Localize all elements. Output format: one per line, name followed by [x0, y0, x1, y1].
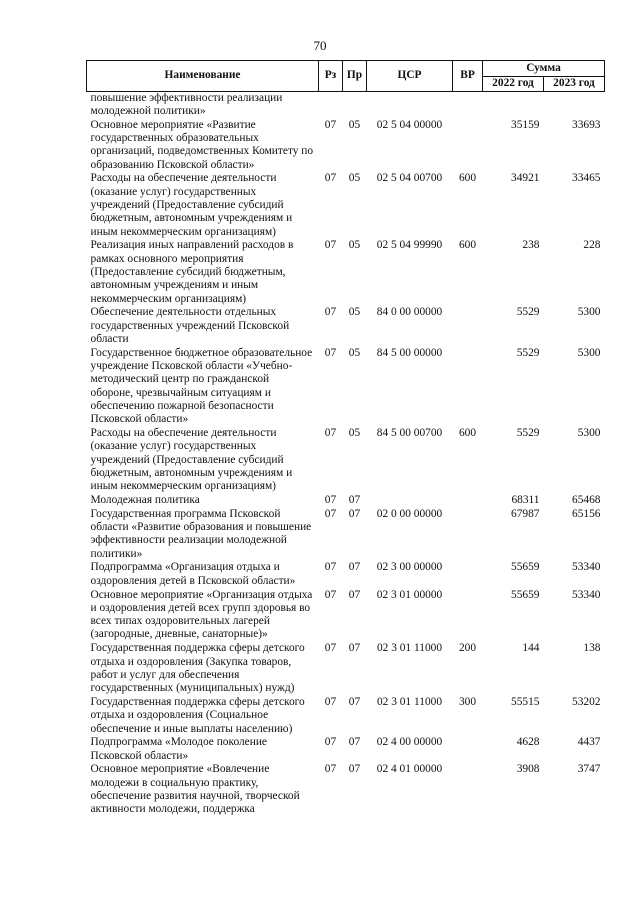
row-pr: 05 [348, 427, 361, 440]
row-name: Подпрограмма «Организация отдыха и оздоровления детей в Псковской области» [90, 561, 296, 587]
row-vr: 200 [458, 642, 477, 655]
row-name: Молодежная политика [90, 494, 200, 506]
row-name: Основное мероприятие «Вовлечение молодежи в социальную практику, обеспечение развития научной, творческой активности молодежи, поддержка [90, 763, 300, 816]
row-sum-2023: 3747 [577, 763, 601, 776]
row-sum-2022 [483, 91, 544, 119]
row-name: Основное мероприятие «Организация отдыха и оздоровления детей всех групп здоровья во всех типах оздоровительных лагерей (загородные, дневные, санаторные)» [90, 588, 313, 641]
row-csr: 02 5 04 00000 [376, 118, 443, 131]
table-row [87, 239, 605, 306]
row-rz: 07 [324, 306, 337, 319]
row-name: Государственная поддержка сферы детского отдыха и оздоровления (Закупка товаров, работ и услуг для обеспечения государственных (муниципальных) нужд) [90, 642, 305, 695]
row-vr [453, 91, 483, 119]
row-vr [453, 306, 483, 346]
row-rz: 07 [324, 561, 337, 574]
row-name: Государственная поддержка сферы детского отдыха и оздоровления (Социальное обеспечение и иные выплаты населению) [90, 695, 305, 735]
row-rz: 07 [324, 494, 337, 506]
table-row [87, 91, 605, 119]
row-csr: 84 5 00 00700 [376, 427, 443, 440]
row-sum-2022: 68311 [511, 494, 540, 506]
row-vr: 300 [458, 695, 477, 708]
row-csr: 02 5 04 00700 [376, 172, 443, 185]
row-sum-2023: 5300 [577, 427, 601, 440]
row-sum-2022: 5529 [516, 306, 540, 319]
row-sum-2023: 228 [583, 239, 601, 252]
row-name: Подпрограмма «Молодое поколение Псковской области» [90, 736, 267, 762]
budget-table [86, 60, 605, 817]
row-sum-2022: 55515 [511, 695, 540, 708]
page-number: 70 [313, 38, 327, 53]
row-csr: 02 3 01 11000 [376, 695, 443, 708]
row-vr [453, 589, 483, 643]
row-rz [319, 91, 343, 119]
header-vr: ВР [453, 61, 483, 92]
table-body [87, 91, 605, 817]
row-sum-2023 [544, 91, 605, 119]
row-name: Расходы на обеспечение деятельности (оказание услуг) государственных учреждений (Предоставление субсидий бюджетным, автономным учреждениям и иным некоммерческим организациям) [90, 427, 293, 493]
row-rz: 07 [324, 763, 337, 776]
row-sum-2023: 53340 [572, 588, 601, 601]
row-rz: 07 [324, 118, 337, 131]
row-csr: 02 3 01 11000 [376, 642, 443, 655]
row-rz: 07 [324, 427, 337, 440]
table-row [87, 119, 605, 173]
row-pr: 07 [348, 561, 361, 574]
table-row [87, 427, 605, 494]
row-vr [453, 347, 483, 427]
row-pr: 05 [348, 346, 361, 359]
row-sum-2022: 4628 [516, 736, 540, 749]
row-sum-2023: 138 [583, 642, 601, 655]
row-sum-2022: 238 [522, 239, 540, 252]
row-rz: 07 [324, 172, 337, 185]
row-pr: 07 [348, 763, 361, 776]
table-row [87, 763, 605, 817]
table-header [87, 61, 605, 92]
row-rz: 07 [324, 736, 337, 749]
row-vr: 600 [458, 239, 477, 252]
row-csr: 84 5 00 00000 [376, 346, 443, 359]
row-pr: 05 [348, 172, 361, 185]
row-pr: 05 [348, 118, 361, 131]
row-vr [453, 763, 483, 817]
header-sum: Сумма [483, 61, 605, 77]
row-pr: 07 [348, 494, 361, 506]
row-rz: 07 [324, 642, 337, 655]
header-year-2023: 2023 год [544, 77, 605, 91]
table-row [87, 494, 605, 508]
row-vr: 600 [458, 172, 477, 185]
row-name: Реализация иных направлений расходов в рамках основного мероприятия (Предоставление субсидий бюджетным, автономным учреждениям и иным некоммерческим организациям) [90, 239, 294, 305]
row-sum-2023: 53202 [572, 695, 601, 708]
row-sum-2023: 33693 [572, 118, 601, 131]
table-row [87, 172, 605, 239]
row-pr: 05 [348, 239, 361, 252]
row-csr [367, 91, 453, 119]
row-sum-2022: 67987 [511, 507, 540, 520]
row-rz: 07 [324, 346, 337, 359]
table-row [87, 306, 605, 346]
row-vr [453, 508, 483, 562]
table-row [87, 696, 605, 736]
row-sum-2023: 33465 [572, 172, 601, 185]
table-row [87, 736, 605, 763]
row-csr: 02 3 01 00000 [376, 588, 443, 601]
table-row [87, 347, 605, 427]
row-sum-2023: 5300 [577, 346, 601, 359]
row-sum-2023: 5300 [577, 306, 601, 319]
row-vr [453, 736, 483, 763]
row-sum-2023: 53340 [572, 561, 601, 574]
row-sum-2022: 5529 [516, 346, 540, 359]
row-pr: 05 [348, 306, 361, 319]
row-vr [453, 494, 483, 508]
row-vr [453, 119, 483, 173]
row-sum-2023: 65156 [572, 507, 601, 520]
row-pr: 07 [348, 695, 361, 708]
row-csr: 02 4 00 00000 [376, 736, 443, 749]
row-sum-2023: 65468 [572, 494, 601, 506]
row-csr: 02 3 00 00000 [376, 561, 443, 574]
row-name: Основное мероприятие «Развитие государственных образовательных организаций, подведомственных Комитету по образованию Псковской области» [90, 118, 314, 171]
row-pr: 07 [348, 588, 361, 601]
row-csr: 02 4 01 00000 [376, 763, 443, 776]
header-pr: Пр [343, 61, 367, 92]
row-pr: 07 [348, 642, 361, 655]
row-sum-2022: 55659 [511, 561, 540, 574]
row-sum-2022: 144 [522, 642, 540, 655]
table-row [87, 561, 605, 588]
row-name: Обеспечение деятельности отдельных государственных учреждений Псковской области [90, 306, 290, 345]
header-name: Наименование [87, 61, 319, 92]
row-csr: 02 5 04 99990 [376, 239, 443, 252]
row-sum-2022: 5529 [516, 427, 540, 440]
row-pr: 07 [348, 507, 361, 520]
row-pr [343, 91, 367, 119]
row-csr: 84 0 00 00000 [376, 306, 443, 319]
row-name: Государственная программа Псковской области «Развитие образования и повышение эффективности реализации молодежной политики» [90, 507, 312, 560]
header-csr: ЦСР [367, 61, 453, 92]
row-vr: 600 [458, 427, 477, 440]
table-row [87, 508, 605, 562]
row-name: повышение эффективности реализации молодежной политики» [90, 91, 283, 117]
row-name: Расходы на обеспечение деятельности (оказание услуг) государственных учреждений (Предоставление субсидий бюджетным, автономным учреждениям и иным некоммерческим организациям) [90, 172, 293, 238]
row-csr [367, 494, 453, 508]
header-rz: Рз [319, 61, 343, 92]
row-sum-2023: 4437 [577, 736, 601, 749]
row-sum-2022: 34921 [511, 172, 540, 185]
row-csr: 02 0 00 00000 [376, 507, 443, 520]
row-rz: 07 [324, 507, 337, 520]
row-sum-2022: 35159 [511, 118, 540, 131]
header-year-2022: 2022 год [483, 77, 544, 91]
row-sum-2022: 55659 [511, 588, 540, 601]
row-sum-2022: 3908 [516, 763, 540, 776]
row-rz: 07 [324, 239, 337, 252]
row-vr [453, 561, 483, 588]
table-row [87, 642, 605, 696]
table-row [87, 589, 605, 643]
row-rz: 07 [324, 588, 337, 601]
row-rz: 07 [324, 695, 337, 708]
row-pr: 07 [348, 736, 361, 749]
row-name: Государственное бюджетное образовательное учреждение Псковской области «Учебно-методический центр по гражданской обороне, чрезвычайным ситуациям и обеспечению пожарной безопасности Псковской области» [90, 346, 313, 426]
